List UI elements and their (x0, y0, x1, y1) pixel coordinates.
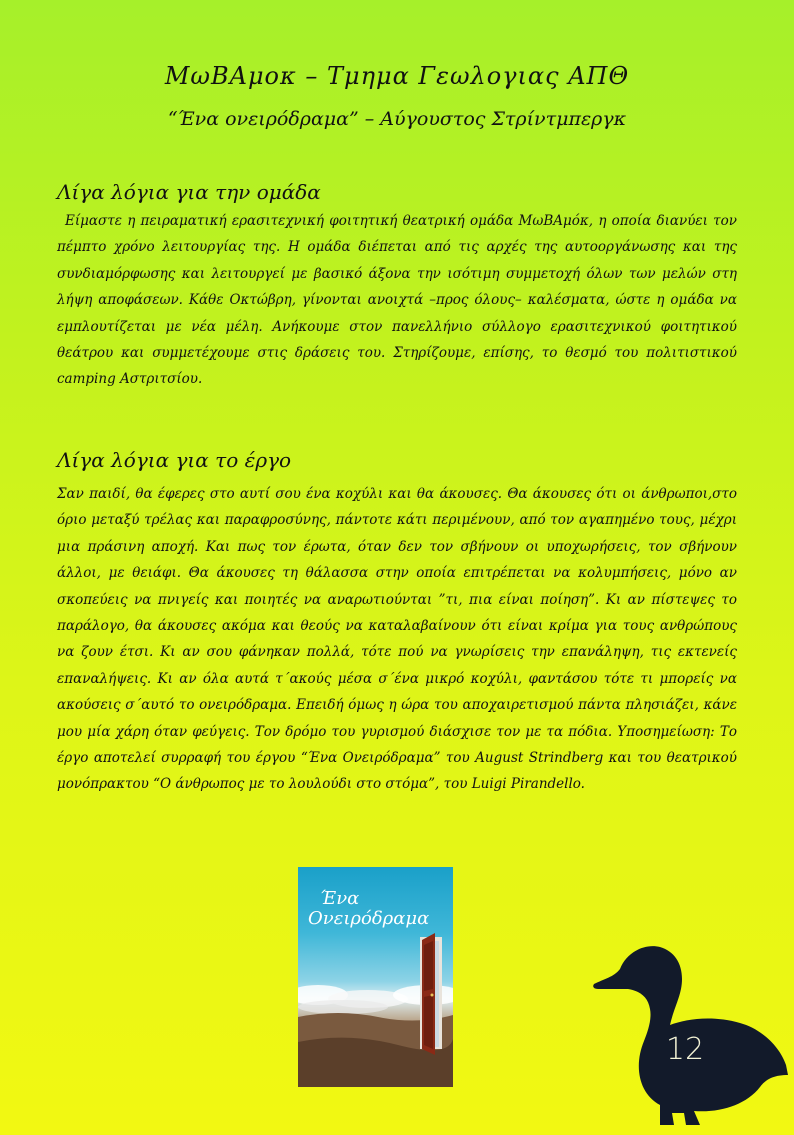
page-subtitle: “Ένα ονειρόδραμα” – Αύγουστος Στρίντμπεργκ (167, 108, 627, 130)
poster-image (298, 867, 453, 1087)
poster-title (308, 889, 448, 929)
page-number: 12 (665, 1032, 705, 1067)
section-body-group: Είμαστε η πειραματική ερασιτεχνική φοιτητική θεατρική ομάδα ΜωΒΑμόκ, η οποία διανύει τον πέμπτο χρόνο λειτουργίας της. Η ομάδα διέπεται από τις αρχές της αυτοοργάνωσης και της συνδιαμόρφωσης και λειτουργεί με βασικό άξονα την ισότιμη συμμετοχή όλων των μελών στη λήψη αποφάσεων. Κάθε Οκτώβρη, γίνονται ανοιχτά –προς όλους– καλέσματα, ώστε η ομάδα να εμπλουτίζεται με νέα μέλη. Ανήκουμε στον πανελλήνιο σύλλογο ερασιτεχνικού φοιτητικού θεάτρου και συμμετέχουμε στις δράσεις του. Στηρίζουμε, επίσης, το θεσμό του πολιτιστικού camping Αστριτσίου. (57, 213, 737, 388)
section-body-play: Σαν παιδί, θα έφερες στο αυτί σου ένα κοχύλι και θα άκουσες. Θα άκουσες ότι οι άνθρωποι,στο όριο μεταξύ τρέλας και παραφροσύνης, πάντοτε κάτι περιμένουν, από τον αγαπημένο τους, μέχρι μια πράσινη αποχή. Και πως τον έρωτα, όταν δεν τον σβήνουν οι υποχωρήσεις, τον σβήνουν άλλοι, με θειάφι. Θα άκουσες τη θάλασσα στην οποία επιτρέπεται να κολυμπήσεις, μόνο αν σκοπεύεις να πνιγείς και ποιητές να αναρωτιούνται ”τι, πια είναι ποίηση”. Κι αν πίστεψες το παράλογο, θα άκουσες ακόμα και θεούς να καταλαβαίνουν ότι είναι κρίμα για τους ανθρώπους να ζουν έτσι. Κι αν σου φάνηκαν πολλά, τότε πού να γνωρίσεις την επανάληψη, τις εκτενείς επαναλήψεις. Κι αν όλα αυτά τ΄ακούς μέσα σ΄ένα μικρό κοχύλι, φαντάσου τότε τι μπορείς να ακούσεις σ΄αυτό το ονειρόδραμα. Επειδή όμως η ώρα του αποχαιρετισμού πάντα πλησιάζει, κάνε μου μία χάρη όταν φεύγεις. Τον δρόμο του γυρισμού διάσχισε τον με τα πόδια. Υποσημείωση: Το έργο αποτελεί συρραφή του έργου “Ένα Ονειρόδραμα” του August Strindberg και του θεατρικού μονόπρακτου “Ο άνθρωπος με το λουλούδι στο στόμα”, του Luigi Pirandello. (57, 486, 737, 793)
section-heading-group: Λίγα λόγια για την ομάδα (57, 180, 321, 204)
duck-icon (590, 935, 790, 1125)
page-title: ΜωΒΑμοκ – Τμημα Γεωλογιας ΑΠΘ (164, 62, 630, 90)
section-heading-play: Λίγα λόγια για το έργο (57, 448, 292, 472)
poster-title-line2: Ονειρόδραμα (308, 908, 430, 929)
poster-title-line1: Ένα (320, 888, 360, 909)
